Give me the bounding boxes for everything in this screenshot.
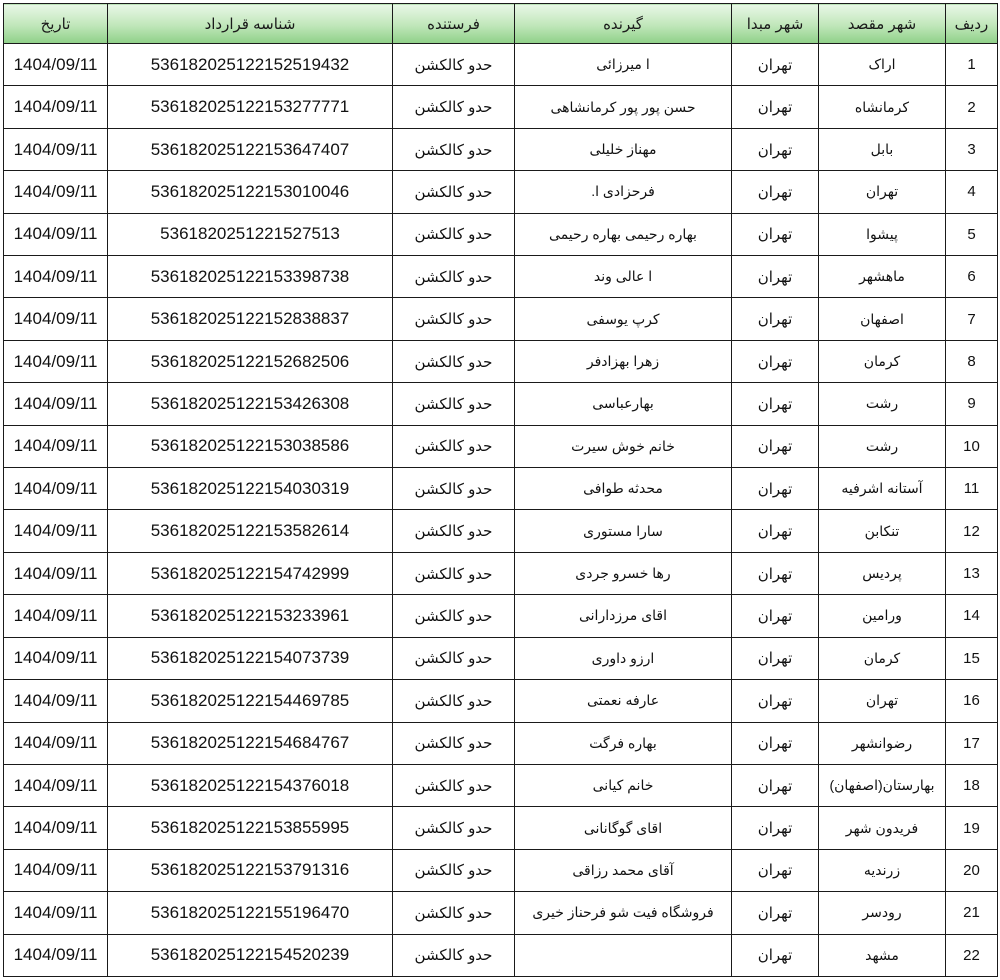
- contract-id-cell: 536182025122153010046: [108, 171, 393, 213]
- origin-city-cell: تهران: [732, 934, 819, 976]
- sender-cell: حدو کالکشن: [393, 680, 515, 722]
- header-date: تاریخ: [4, 4, 108, 44]
- table-row: [4, 171, 998, 213]
- sender-cell: حدو کالکشن: [393, 298, 515, 340]
- destination-city-cell: مشهد: [819, 934, 946, 976]
- sender-cell: حدو کالکشن: [393, 934, 515, 976]
- date-cell: 1404/09/11: [4, 86, 108, 128]
- sender-cell: حدو کالکشن: [393, 595, 515, 637]
- date-cell: 1404/09/11: [4, 425, 108, 467]
- table-row: [4, 764, 998, 806]
- date-cell: 1404/09/11: [4, 510, 108, 552]
- row-number-cell: 13: [946, 552, 998, 594]
- receiver-cell: مهناز خلیلی: [515, 128, 732, 170]
- row-number-cell: 17: [946, 722, 998, 764]
- contract-id-cell: 536182025122154742999: [108, 552, 393, 594]
- origin-city-cell: تهران: [732, 340, 819, 382]
- row-number-cell: 20: [946, 849, 998, 891]
- sender-cell: حدو کالکشن: [393, 637, 515, 679]
- date-cell: 1404/09/11: [4, 595, 108, 637]
- origin-city-cell: تهران: [732, 680, 819, 722]
- receiver-cell: [515, 934, 732, 976]
- date-cell: 1404/09/11: [4, 468, 108, 510]
- origin-city-cell: تهران: [732, 637, 819, 679]
- date-cell: 1404/09/11: [4, 383, 108, 425]
- table-row: [4, 722, 998, 764]
- header-row-number: ردیف: [946, 4, 998, 44]
- destination-city-cell: رضوانشهر: [819, 722, 946, 764]
- destination-city-cell: تهران: [819, 680, 946, 722]
- date-cell: 1404/09/11: [4, 44, 108, 86]
- sender-cell: حدو کالکشن: [393, 552, 515, 594]
- contract-id-cell: 536182025122152682506: [108, 340, 393, 382]
- contract-id-cell: 536182025122154376018: [108, 764, 393, 806]
- contract-id-cell: 536182025122152838837: [108, 298, 393, 340]
- origin-city-cell: تهران: [732, 256, 819, 298]
- origin-city-cell: تهران: [732, 764, 819, 806]
- table-row: [4, 256, 998, 298]
- row-number-cell: 8: [946, 340, 998, 382]
- table-row: [4, 383, 998, 425]
- sender-cell: حدو کالکشن: [393, 807, 515, 849]
- receiver-cell: بهارعباسی: [515, 383, 732, 425]
- row-number-cell: 9: [946, 383, 998, 425]
- sender-cell: حدو کالکشن: [393, 425, 515, 467]
- origin-city-cell: تهران: [732, 425, 819, 467]
- receiver-cell: خانم خوش سیرت: [515, 425, 732, 467]
- destination-city-cell: تهران: [819, 171, 946, 213]
- receiver-cell: حسن پور پور کرمانشاهی: [515, 86, 732, 128]
- origin-city-cell: تهران: [732, 849, 819, 891]
- row-number-cell: 2: [946, 86, 998, 128]
- contract-id-cell: 536182025122153233961: [108, 595, 393, 637]
- header-row: [4, 4, 998, 44]
- date-cell: 1404/09/11: [4, 892, 108, 934]
- origin-city-cell: تهران: [732, 298, 819, 340]
- origin-city-cell: تهران: [732, 383, 819, 425]
- contract-id-cell: 536182025122154030319: [108, 468, 393, 510]
- origin-city-cell: تهران: [732, 44, 819, 86]
- destination-city-cell: اراک: [819, 44, 946, 86]
- receiver-cell: آقای محمد رزاقی: [515, 849, 732, 891]
- date-cell: 1404/09/11: [4, 171, 108, 213]
- row-number-cell: 15: [946, 637, 998, 679]
- date-cell: 1404/09/11: [4, 128, 108, 170]
- row-number-cell: 16: [946, 680, 998, 722]
- receiver-cell: اقای گوگانانی: [515, 807, 732, 849]
- destination-city-cell: پردیس: [819, 552, 946, 594]
- origin-city-cell: تهران: [732, 468, 819, 510]
- receiver-cell: سارا مستوری: [515, 510, 732, 552]
- destination-city-cell: آستانه اشرفیه: [819, 468, 946, 510]
- receiver-cell: ا عالی وند: [515, 256, 732, 298]
- table-row: [4, 44, 998, 86]
- destination-city-cell: کرمانشاه: [819, 86, 946, 128]
- date-cell: 1404/09/11: [4, 637, 108, 679]
- row-number-cell: 3: [946, 128, 998, 170]
- table-row: [4, 128, 998, 170]
- sender-cell: حدو کالکشن: [393, 383, 515, 425]
- sender-cell: حدو کالکشن: [393, 722, 515, 764]
- contract-id-cell: 536182025122153038586: [108, 425, 393, 467]
- receiver-cell: عارفه نعمتی: [515, 680, 732, 722]
- destination-city-cell: ماهشهر: [819, 256, 946, 298]
- table-row: [4, 86, 998, 128]
- table-row: [4, 680, 998, 722]
- sender-cell: حدو کالکشن: [393, 892, 515, 934]
- sender-cell: حدو کالکشن: [393, 86, 515, 128]
- row-number-cell: 4: [946, 171, 998, 213]
- table-row: [4, 510, 998, 552]
- origin-city-cell: تهران: [732, 86, 819, 128]
- row-number-cell: 6: [946, 256, 998, 298]
- sender-cell: حدو کالکشن: [393, 510, 515, 552]
- table-row: [4, 552, 998, 594]
- sender-cell: حدو کالکشن: [393, 44, 515, 86]
- receiver-cell: کرپ یوسفی: [515, 298, 732, 340]
- receiver-cell: خانم کیانی: [515, 764, 732, 806]
- header-origin-city: شهر مبدا: [732, 4, 819, 44]
- header-sender: فرستنده: [393, 4, 515, 44]
- row-number-cell: 7: [946, 298, 998, 340]
- receiver-cell: زهرا بهزادفر: [515, 340, 732, 382]
- table-row: [4, 340, 998, 382]
- contract-id-cell: 536182025122153791316: [108, 849, 393, 891]
- receiver-cell: بهاره رحیمی بهاره رحیمی: [515, 213, 732, 255]
- contract-id-cell: 536182025122154520239: [108, 934, 393, 976]
- contract-id-cell: 536182025122153398738: [108, 256, 393, 298]
- destination-city-cell: رشت: [819, 425, 946, 467]
- date-cell: 1404/09/11: [4, 807, 108, 849]
- contract-id-cell: 536182025122153647407: [108, 128, 393, 170]
- table-row: [4, 807, 998, 849]
- contract-id-cell: 536182025122153277771: [108, 86, 393, 128]
- receiver-cell: اقای مرزدارانی: [515, 595, 732, 637]
- origin-city-cell: تهران: [732, 722, 819, 764]
- row-number-cell: 22: [946, 934, 998, 976]
- date-cell: 1404/09/11: [4, 213, 108, 255]
- contract-id-cell: 536182025122152519432: [108, 44, 393, 86]
- origin-city-cell: تهران: [732, 595, 819, 637]
- header-contract-id: شناسه قرارداد: [108, 4, 393, 44]
- row-number-cell: 19: [946, 807, 998, 849]
- receiver-cell: رها خسرو جردی: [515, 552, 732, 594]
- destination-city-cell: تنکابن: [819, 510, 946, 552]
- receiver-cell: ا میرزائی: [515, 44, 732, 86]
- date-cell: 1404/09/11: [4, 764, 108, 806]
- destination-city-cell: فریدون شهر: [819, 807, 946, 849]
- date-cell: 1404/09/11: [4, 680, 108, 722]
- table-row: [4, 892, 998, 934]
- row-number-cell: 10: [946, 425, 998, 467]
- date-cell: 1404/09/11: [4, 849, 108, 891]
- table-row: [4, 934, 998, 976]
- receiver-cell: فرحزادی ا.: [515, 171, 732, 213]
- table-row: [4, 595, 998, 637]
- contract-id-cell: 536182025122153855995: [108, 807, 393, 849]
- date-cell: 1404/09/11: [4, 340, 108, 382]
- receiver-cell: بهاره فرگت: [515, 722, 732, 764]
- sender-cell: حدو کالکشن: [393, 213, 515, 255]
- destination-city-cell: بابل: [819, 128, 946, 170]
- date-cell: 1404/09/11: [4, 722, 108, 764]
- sender-cell: حدو کالکشن: [393, 849, 515, 891]
- origin-city-cell: تهران: [732, 213, 819, 255]
- destination-city-cell: بهارستان(اصفهان): [819, 764, 946, 806]
- contract-id-cell: 536182025122154073739: [108, 637, 393, 679]
- contract-id-cell: 536182025122153582614: [108, 510, 393, 552]
- origin-city-cell: تهران: [732, 171, 819, 213]
- destination-city-cell: کرمان: [819, 340, 946, 382]
- row-number-cell: 11: [946, 468, 998, 510]
- sender-cell: حدو کالکشن: [393, 468, 515, 510]
- sender-cell: حدو کالکشن: [393, 171, 515, 213]
- table-row: [4, 298, 998, 340]
- contract-id-cell: 536182025122154684767: [108, 722, 393, 764]
- date-cell: 1404/09/11: [4, 934, 108, 976]
- table-row: [4, 425, 998, 467]
- header-receiver: گیرنده: [515, 4, 732, 44]
- sender-cell: حدو کالکشن: [393, 256, 515, 298]
- date-cell: 1404/09/11: [4, 552, 108, 594]
- origin-city-cell: تهران: [732, 128, 819, 170]
- origin-city-cell: تهران: [732, 510, 819, 552]
- contract-id-cell: 536182025122155196470: [108, 892, 393, 934]
- origin-city-cell: تهران: [732, 552, 819, 594]
- row-number-cell: 21: [946, 892, 998, 934]
- date-cell: 1404/09/11: [4, 298, 108, 340]
- table-row: [4, 213, 998, 255]
- row-number-cell: 18: [946, 764, 998, 806]
- destination-city-cell: اصفهان: [819, 298, 946, 340]
- date-cell: 1404/09/11: [4, 256, 108, 298]
- sender-cell: حدو کالکشن: [393, 764, 515, 806]
- sender-cell: حدو کالکشن: [393, 128, 515, 170]
- row-number-cell: 14: [946, 595, 998, 637]
- origin-city-cell: تهران: [732, 807, 819, 849]
- table-row: [4, 637, 998, 679]
- table-row: [4, 468, 998, 510]
- destination-city-cell: رشت: [819, 383, 946, 425]
- destination-city-cell: زرندیه: [819, 849, 946, 891]
- sender-cell: حدو کالکشن: [393, 340, 515, 382]
- contract-id-cell: 5361820251221527513: [108, 213, 393, 255]
- row-number-cell: 12: [946, 510, 998, 552]
- receiver-cell: ارزو داوری: [515, 637, 732, 679]
- table-row: [4, 849, 998, 891]
- contract-id-cell: 536182025122154469785: [108, 680, 393, 722]
- row-number-cell: 5: [946, 213, 998, 255]
- destination-city-cell: کرمان: [819, 637, 946, 679]
- destination-city-cell: رودسر: [819, 892, 946, 934]
- header-destination-city: شهر مقصد: [819, 4, 946, 44]
- row-number-cell: 1: [946, 44, 998, 86]
- contract-id-cell: 536182025122153426308: [108, 383, 393, 425]
- shipments-table: [3, 3, 998, 977]
- destination-city-cell: ورامین: [819, 595, 946, 637]
- origin-city-cell: تهران: [732, 892, 819, 934]
- receiver-cell: فروشگاه فیت شو فرحناز خیری: [515, 892, 732, 934]
- destination-city-cell: پیشوا: [819, 213, 946, 255]
- receiver-cell: محدثه طوافی: [515, 468, 732, 510]
